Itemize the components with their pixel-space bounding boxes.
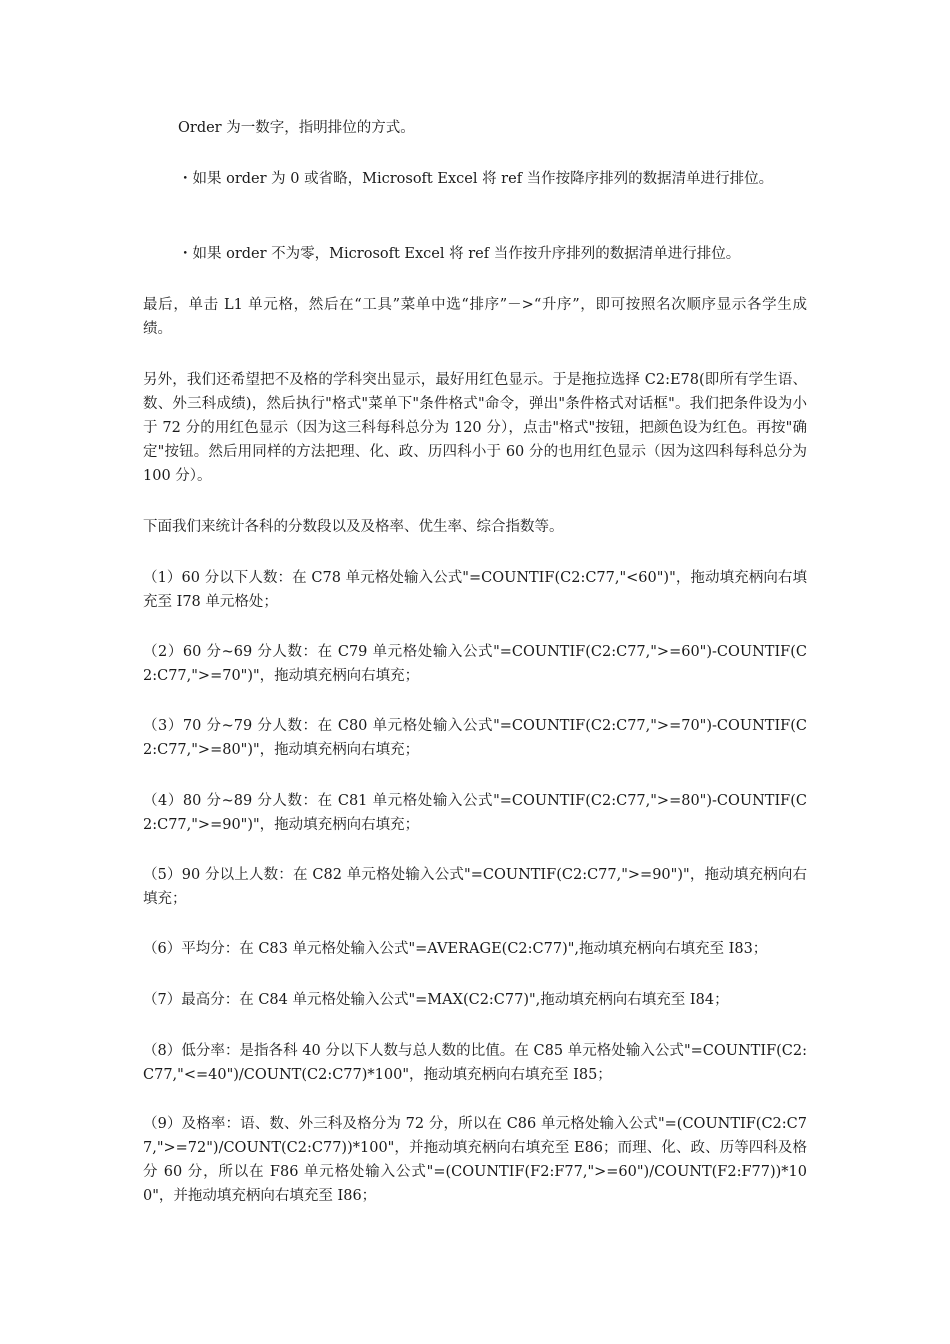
paragraph-conditional-format: 另外，我们还希望把不及格的学科突出显示，最好用红色显示。于是拖拉选择 C2:E78(即所有学生语、数、外三科成绩)，然后执行"格式"菜单下"条件格式"命令，弹出"条件格式对话框"。我们把条件设为小于 72 分的用红色显示（因为这三科每科总分为 120 分），点击"格式"按钮，把颜色设为红色。再按"确定"按钮。然后用同样的方法把理、化、政、历四科小于 60 分的也用红色显示（因为这四科每科总分为 100 分）。: [143, 372, 807, 484]
list-item-step-8: （8）低分率：是指各科 40 分以下人数与总人数的比值。在 C85 单元格处输入公式"=COUNTIF(C2:C77,"<=40")/COUNT(C2:C77)*100"，拖动填充柄向右填充至 I85；: [143, 1043, 807, 1083]
list-item-step-6: （6）平均分：在 C83 单元格处输入公式"=AVERAGE(C2:C77)",拖动填充柄向右填充至 I83；: [143, 941, 768, 957]
list-item-step-3: （3）70 分~79 分人数：在 C80 单元格处输入公式"=COUNTIF(C2:C77,">=70")-COUNTIF(C2:C77,">=80")"，拖动填充柄向右填充；: [143, 718, 807, 758]
list-item-step-9: （9）及格率：语、数、外三科及格分为 72 分，所以在 C86 单元格处输入公式"=(COUNTIF(C2:C77,">=72")/COUNT(C2:C77))*100"，并拖动填充柄向右填充至 E86；而理、化、政、历等四科及格分 60 分，所以在 F86 单元格处输入公式"=(COUNTIF(F2:F77,">=60")/COUNT(F2:F77))*100"，并拖动填充柄向右填充至 I86；: [143, 1116, 807, 1204]
list-item-step-1: （1）60 分以下人数：在 C78 单元格处输入公式"=COUNTIF(C2:C77,"<60")"，拖动填充柄向右填充至 I78 单元格处；: [143, 570, 807, 610]
document-page: [143, 0, 807, 1344]
list-item-step-2: （2）60 分~69 分人数：在 C79 单元格处输入公式"=COUNTIF(C2:C77,">=60")-COUNTIF(C2:C77,">=70")"，拖动填充柄向右填充；: [143, 644, 807, 684]
paragraph-sort-instructions: 最后，单击 L1 单元格，然后在“工具”菜单中选“排序”－>“升序”，即可按照名次顺序显示各学生成绩。: [143, 297, 807, 337]
list-item-step-4: （4）80 分~89 分人数：在 C81 单元格处输入公式"=COUNTIF(C2:C77,">=80")-COUNTIF(C2:C77,">=90")"，拖动填充柄向右填充；: [143, 793, 807, 833]
paragraph-order-definition: Order 为一数字，指明排位的方式。: [178, 120, 415, 136]
paragraph-order-nonzero: ・如果 order 不为零，Microsoft Excel 将 ref 当作按升序排列的数据清单进行排位。: [178, 246, 741, 262]
list-item-step-5: （5）90 分以上人数：在 C82 单元格处输入公式"=COUNTIF(C2:C77,">=90")"，拖动填充柄向右填充；: [143, 867, 807, 907]
list-item-step-7: （7）最高分：在 C84 单元格处输入公式"=MAX(C2:C77)",拖动填充柄向右填充至 I84；: [143, 992, 729, 1008]
paragraph-order-zero: ・如果 order 为 0 或省略，Microsoft Excel 将 ref 当作按降序排列的数据清单进行排位。: [178, 171, 774, 187]
paragraph-statistics-intro: 下面我们来统计各科的分数段以及及格率、优生率、综合指数等。: [143, 519, 564, 535]
